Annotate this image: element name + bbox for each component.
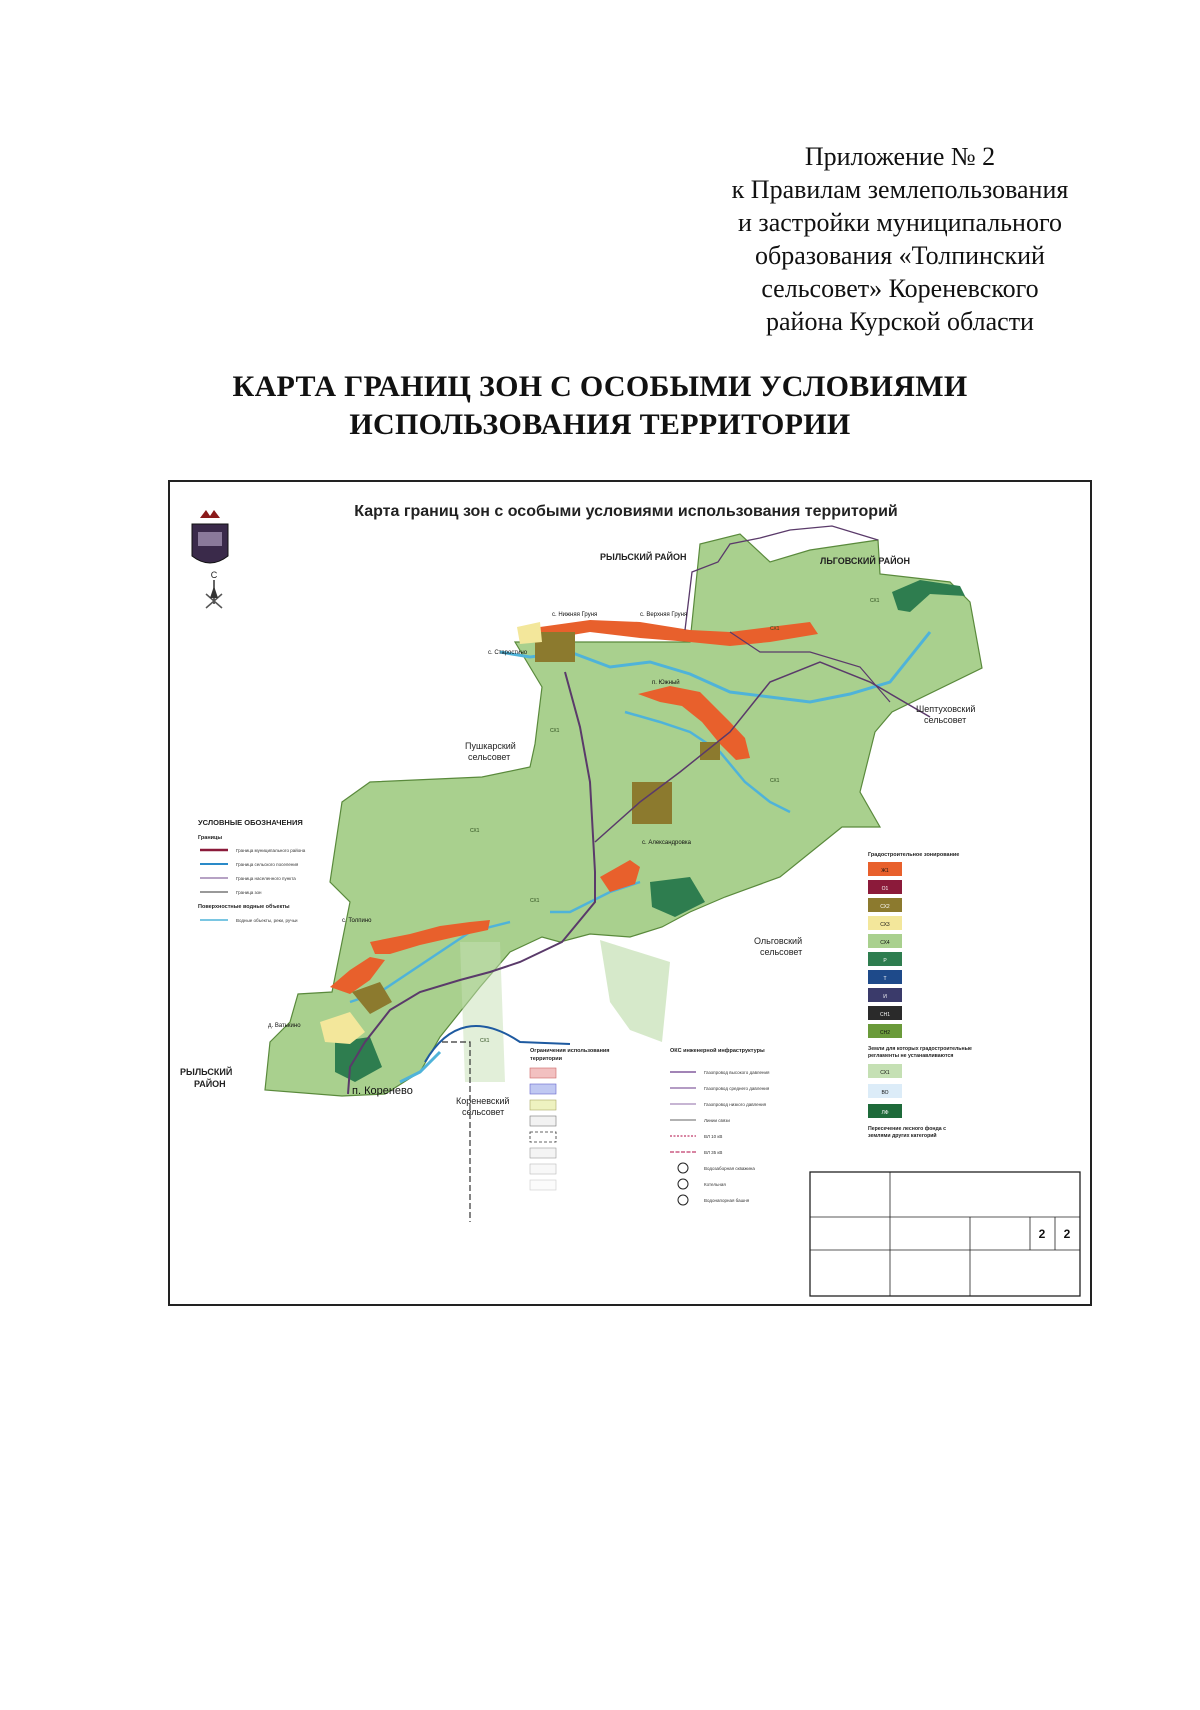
region-label: Кореневский (456, 1096, 510, 1106)
settlement-label: п. Южный (652, 680, 680, 686)
zone-code: СХ2 (880, 904, 890, 910)
region-label: сельсовет (760, 947, 803, 957)
legend-item: Граница муниципального района (236, 848, 306, 853)
document-title (150, 368, 1050, 444)
zone-code: СХ3 (880, 922, 890, 928)
legend-heading: Границы (198, 835, 223, 841)
zone-code: О1 (881, 886, 889, 892)
legend-heading: территории (530, 1056, 562, 1062)
zone-code: СХ1 (530, 898, 540, 904)
title-block-stamp (810, 1172, 1080, 1296)
document-title-line: ИСПОЛЬЗОВАНИЯ ТЕРРИТОРИИ (349, 408, 851, 441)
legend-restrictions (530, 1048, 609, 1190)
settlement-label: с. Старостино (488, 650, 528, 656)
zone-code: СХ1 (770, 778, 780, 784)
north-label: С (210, 570, 218, 580)
legend-title: УСЛОВНЫЕ ОБОЗНАЧЕНИЯ (198, 818, 303, 827)
zone-code: СХ1 (770, 626, 780, 632)
zone-code: СХ4 (880, 940, 890, 946)
region-label: сельсовет (468, 752, 511, 762)
legend-heading: Поверхностные водные объекты (198, 904, 290, 910)
legend-item: ВЛ 10 кВ (704, 1134, 723, 1139)
legend-heading: землями других категорий (868, 1133, 937, 1139)
zone-code: И (883, 994, 887, 1000)
appendix-line: Приложение № 2 (804, 142, 996, 171)
legend-heading: Градостроительное зонирование (868, 852, 960, 858)
legend-item: Граница зон (236, 890, 262, 895)
zone-code: СХ1 (870, 598, 880, 604)
zone-code: Р (883, 958, 887, 964)
legend-item: Водные объекты, реки, ручьи (236, 918, 298, 923)
appendix-line: к Правилам землепользования (731, 175, 1069, 204)
region-label: Ольговский (754, 936, 803, 946)
appendix-line: района Курской области (766, 307, 1034, 336)
legend-item: ВЛ 35 кВ (704, 1150, 723, 1155)
region-label: РЫЛЬСКИЙ (180, 1067, 233, 1077)
sheet-number: 2 (1038, 1227, 1046, 1241)
region-label: РЫЛЬСКИЙ РАЙОН (600, 552, 687, 562)
legend-item: Водонапорная башня (704, 1198, 750, 1203)
zone-code: ЛФ (881, 1110, 889, 1116)
legend-item: Котельная (704, 1182, 726, 1187)
region-label: сельсовет (924, 715, 967, 725)
region-label: ЛЬГОВСКИЙ РАЙОН (820, 556, 911, 566)
north-arrow-icon (206, 570, 222, 608)
settlement-label: п. Коренево (352, 1085, 413, 1097)
document-title-line: КАРТА ГРАНИЦ ЗОН С ОСОБЫМИ УСЛОВИЯМИ (232, 370, 968, 403)
legend-heading: Земли для которых градостроительные (868, 1046, 972, 1052)
legend-heading: Ограничения использования (530, 1048, 610, 1054)
legend-heading: регламенты не устанавливаются (868, 1053, 954, 1059)
zone-code: Т (883, 976, 887, 982)
legend-item: Газопровод низкого давления (704, 1102, 767, 1107)
legend-heading: Пересечение лесного фонда с (868, 1126, 946, 1132)
region-label: Шептуховский (916, 704, 976, 714)
settlement-label: с. Александровка (642, 840, 691, 846)
map-canvas (170, 482, 1090, 1304)
region-label: Пушкарский (465, 741, 516, 751)
settlement-label: с. Толпино (342, 918, 372, 924)
zone-code: СХ1 (880, 1070, 890, 1076)
legend-item: Линии связи (704, 1118, 730, 1123)
appendix-block (690, 140, 1110, 338)
legend-item: Граница сельского поселения (236, 862, 299, 867)
region-label: сельсовет (462, 1107, 505, 1117)
zone-code: СХ1 (480, 1038, 490, 1044)
appendix-line: и застройки муниципального (738, 208, 1062, 237)
zone-code: СН1 (879, 1012, 891, 1018)
appendix-line: образования «Толпинский (755, 241, 1045, 270)
legend-boundaries (198, 818, 306, 923)
legend-item: Водозаборная скважина (704, 1166, 755, 1171)
legend-infrastructure (670, 1047, 770, 1205)
map-frame (168, 480, 1092, 1306)
zone-code: СН2 (879, 1030, 891, 1036)
legend-zoning (868, 852, 972, 1139)
legend-item: Граница населенного пункта (236, 876, 296, 881)
zone-code: СХ1 (470, 828, 480, 834)
settlement-label: д. Ватькино (268, 1023, 301, 1029)
appendix-line: сельсовет» Кореневского (761, 274, 1039, 303)
zone-code: ВО (881, 1090, 889, 1096)
settlement-label: с. Нижняя Груня (552, 612, 598, 618)
map-title: Карта границ зон с особыми условиями использования территорий (354, 503, 898, 520)
zone-code: СХ1 (550, 728, 560, 734)
sheet-count: 2 (1063, 1227, 1071, 1241)
legend-heading: ОКС инженерной инфраструктуры (670, 1048, 765, 1054)
legend-item: Газопровод среднего давления (704, 1086, 770, 1091)
legend-item: Газопровод высокого давления (704, 1070, 770, 1075)
zone-code: Ж1 (881, 868, 889, 874)
region-label: РАЙОН (194, 1079, 226, 1089)
coat-of-arms-icon (192, 510, 228, 563)
settlement-label: с. Верхняя Груня (640, 612, 688, 618)
